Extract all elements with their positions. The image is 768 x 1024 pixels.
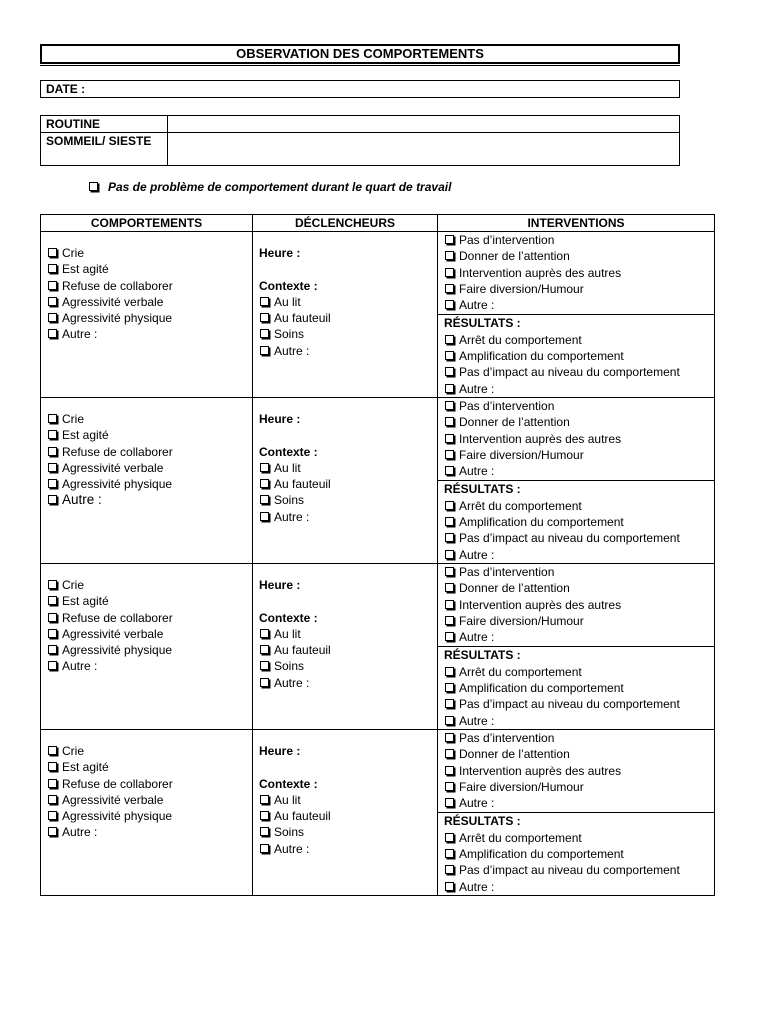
checkbox-option[interactable]	[47, 743, 252, 759]
checkbox-icon[interactable]	[445, 749, 454, 758]
checkbox-option[interactable]	[444, 664, 714, 680]
option-label: Au lit	[274, 792, 301, 807]
option-label: Autre :	[62, 327, 98, 342]
checkbox-icon[interactable]	[445, 667, 454, 676]
checkbox-option[interactable]	[47, 642, 252, 658]
checkbox-icon[interactable]	[445, 300, 454, 309]
option-label: Faire diversion/Humour	[459, 779, 584, 794]
checkbox-option[interactable]	[444, 746, 714, 762]
checkbox-option[interactable]	[444, 265, 714, 281]
checkbox-icon[interactable]	[260, 346, 269, 355]
checkbox-icon[interactable]	[48, 463, 57, 472]
interventions-cell	[438, 729, 715, 895]
option-label: Arrêt du comportement	[459, 830, 582, 845]
checkbox-option[interactable]	[47, 626, 252, 642]
checkbox-icon[interactable]	[260, 844, 269, 853]
checkbox-option[interactable]	[259, 824, 437, 840]
checkbox-icon[interactable]	[445, 235, 454, 244]
checkbox-option[interactable]	[47, 444, 252, 460]
checkbox-option[interactable]	[444, 879, 714, 895]
checkbox-icon[interactable]	[260, 479, 269, 488]
checkbox-option[interactable]	[444, 779, 714, 795]
sommeil-label: SOMMEIL/ SIESTE	[41, 133, 168, 166]
checkbox-icon[interactable]	[48, 264, 57, 273]
option-label: Amplification du comportement	[459, 681, 624, 696]
checkbox-icon[interactable]	[48, 629, 57, 638]
checkbox-option[interactable]	[444, 846, 714, 862]
checkbox-option[interactable]	[47, 792, 252, 808]
option-label: Refuse de collaborer	[62, 610, 173, 625]
option-label: Soins	[274, 327, 305, 342]
option-label: Amplification du comportement	[459, 846, 624, 861]
checkbox-option[interactable]	[444, 463, 714, 479]
option-label: Au fauteuil	[274, 477, 331, 492]
option-label: Autre :	[62, 492, 102, 508]
checkbox-option[interactable]	[47, 476, 252, 492]
checkbox-icon[interactable]	[445, 351, 454, 360]
checkbox-icon[interactable]	[48, 580, 57, 589]
checkbox-option[interactable]	[47, 411, 252, 427]
option-label: Pas d’impact au niveau du comportement	[459, 863, 680, 878]
checkbox-icon[interactable]	[445, 434, 454, 443]
checkbox-option[interactable]	[259, 310, 437, 326]
document-title: OBSERVATION DES COMPORTEMENTS	[40, 44, 680, 64]
option-label: Donner de l’attention	[459, 249, 570, 264]
checkbox-option[interactable]	[259, 841, 437, 857]
option-label: Autre :	[459, 879, 495, 894]
option-label: Soins	[274, 659, 305, 674]
checkbox-icon[interactable]	[445, 367, 454, 376]
checkbox-option[interactable]	[444, 414, 714, 430]
triggers-list	[253, 232, 437, 359]
checkbox-option[interactable]	[259, 326, 437, 342]
option-label: Refuse de collaborer	[62, 444, 173, 459]
checkbox-option[interactable]	[47, 261, 252, 277]
checkbox-option[interactable]	[259, 460, 437, 476]
checkbox-icon[interactable]	[445, 284, 454, 293]
checkbox-option[interactable]	[47, 278, 252, 294]
contexte-label: Contexte :	[259, 444, 318, 459]
checkbox-option[interactable]	[444, 514, 714, 530]
checkbox-option[interactable]	[444, 297, 714, 313]
checkbox-option[interactable]	[47, 310, 252, 326]
checkbox-option[interactable]	[444, 348, 714, 364]
checkbox-option[interactable]	[444, 381, 714, 397]
option-label: Au fauteuil	[274, 809, 331, 824]
results-list	[438, 315, 714, 396]
option-label: Est agité	[62, 428, 109, 443]
behaviors-cell	[41, 729, 253, 895]
checkbox-option[interactable]	[444, 547, 714, 563]
option-label: Donner de l’attention	[459, 415, 570, 430]
interventions-list	[438, 564, 714, 647]
checkbox-icon[interactable]	[48, 596, 57, 605]
checkbox-option[interactable]	[259, 492, 437, 508]
results-label: RÉSULTATS :	[444, 648, 521, 663]
checkbox-option[interactable]	[444, 580, 714, 596]
option-label: Autre :	[459, 381, 495, 396]
checkbox-icon[interactable]	[260, 495, 269, 504]
checkbox-option[interactable]	[47, 577, 252, 593]
option-label: Autre :	[459, 796, 495, 811]
checkbox-option[interactable]	[259, 476, 437, 492]
checkbox-icon[interactable]	[445, 683, 454, 692]
option-label: Autre :	[62, 659, 98, 674]
triggers-cell	[253, 397, 438, 563]
option-label: Crie	[62, 411, 85, 426]
option-label: Agressivité verbale	[62, 792, 164, 807]
checkbox-icon[interactable]	[48, 281, 57, 290]
checkbox-icon[interactable]	[445, 517, 454, 526]
behaviors-list	[41, 564, 252, 675]
checkbox-icon[interactable]	[445, 450, 454, 459]
checkbox-option[interactable]	[444, 498, 714, 514]
checkbox-icon[interactable]	[445, 417, 454, 426]
checkbox-icon[interactable]	[48, 661, 57, 670]
sommeil-field[interactable]	[168, 133, 680, 166]
triggers-list	[253, 564, 437, 691]
checkbox-option[interactable]	[259, 642, 437, 658]
checkbox-icon[interactable]	[260, 827, 269, 836]
option-label: Crie	[62, 743, 85, 758]
option-label: Autre :	[459, 464, 495, 479]
checkbox-option[interactable]	[47, 776, 252, 792]
checkbox-option[interactable]	[259, 343, 437, 359]
checkbox-option[interactable]	[47, 460, 252, 476]
checkbox-icon[interactable]	[260, 329, 269, 338]
option-label: Crie	[62, 246, 85, 260]
checkbox-option[interactable]	[444, 431, 714, 447]
checkbox-option[interactable]	[259, 294, 437, 310]
routine-field[interactable]	[168, 116, 680, 133]
checkbox-icon[interactable]	[445, 865, 454, 874]
option-label: Intervention auprès des autres	[459, 597, 622, 612]
results-label: RÉSULTATS :	[444, 814, 521, 829]
option-label: Pas d’intervention	[459, 398, 555, 413]
option-label: Arrêt du comportement	[459, 498, 582, 513]
behaviors-list	[41, 232, 252, 343]
checkbox-icon[interactable]	[48, 613, 57, 622]
results-label: RÉSULTATS :	[444, 482, 521, 497]
checkbox-icon[interactable]	[260, 512, 269, 521]
behaviors-cell	[41, 232, 253, 398]
option-label: Au fauteuil	[274, 643, 331, 658]
checkbox-icon[interactable]	[445, 466, 454, 475]
checkbox-icon[interactable]	[445, 849, 454, 858]
triggers-list	[253, 398, 437, 525]
checkbox-icon[interactable]	[260, 297, 269, 306]
option-label: Donner de l’attention	[459, 747, 570, 762]
option-label: Autre :	[62, 825, 98, 840]
checkbox-icon[interactable]	[445, 268, 454, 277]
checkbox-option[interactable]	[47, 245, 252, 261]
option-label: Donner de l’attention	[459, 581, 570, 596]
checkbox-option[interactable]	[47, 759, 252, 775]
interventions-cell	[438, 563, 715, 729]
checkbox-option[interactable]	[259, 792, 437, 808]
option-label: Pas d’intervention	[459, 730, 555, 745]
checkbox-icon[interactable]	[445, 733, 454, 742]
checkbox-icon[interactable]	[48, 430, 57, 439]
option-label: Agressivité verbale	[62, 626, 164, 641]
checkbox-icon[interactable]	[445, 401, 454, 410]
option-label: Autre :	[274, 509, 310, 524]
checkbox-icon[interactable]	[48, 447, 57, 456]
results-list	[438, 813, 714, 894]
date-field[interactable]: DATE :	[40, 80, 680, 98]
checkbox-icon[interactable]	[445, 782, 454, 791]
triggers-cell	[253, 232, 438, 398]
option-label: Refuse de collaborer	[62, 278, 173, 293]
checkbox-icon[interactable]	[260, 313, 269, 322]
option-label: Faire diversion/Humour	[459, 447, 584, 462]
contexte-label: Contexte :	[259, 610, 318, 625]
checkbox-icon[interactable]	[48, 746, 57, 755]
checkbox-option[interactable]	[444, 763, 714, 779]
option-label: Soins	[274, 493, 305, 508]
checkbox-option[interactable]	[47, 593, 252, 609]
observation-block	[41, 232, 715, 398]
checkbox-icon[interactable]	[445, 533, 454, 542]
checkbox-option[interactable]	[444, 680, 714, 696]
checkbox-option[interactable]	[444, 613, 714, 629]
option-label: Autre :	[459, 713, 495, 728]
option-label: Autre :	[274, 841, 310, 856]
checkbox-option[interactable]	[47, 658, 252, 674]
checkbox-option[interactable]	[444, 629, 714, 645]
option-label: Autre :	[459, 630, 495, 645]
behaviors-list	[41, 730, 252, 841]
checkbox-icon[interactable]	[48, 329, 57, 338]
option-label: Crie	[62, 577, 85, 592]
checkbox-option[interactable]	[444, 281, 714, 297]
checkbox-icon[interactable]	[260, 811, 269, 820]
checkbox-icon[interactable]	[445, 600, 454, 609]
checkbox-icon[interactable]	[48, 779, 57, 788]
interventions-list	[438, 730, 714, 813]
checkbox-option[interactable]	[444, 597, 714, 613]
checkbox-icon[interactable]	[445, 798, 454, 807]
checkbox-icon[interactable]	[48, 479, 57, 488]
option-label: Amplification du comportement	[459, 515, 624, 530]
checkbox-option[interactable]	[444, 830, 714, 846]
option-label: Intervention auprès des autres	[459, 265, 622, 280]
checkbox-icon[interactable]	[445, 833, 454, 842]
checkbox-option[interactable]	[47, 427, 252, 443]
checkbox-icon[interactable]	[445, 882, 454, 891]
checkbox-icon[interactable]	[445, 716, 454, 725]
checkbox-option[interactable]	[444, 713, 714, 729]
no-problem-option[interactable]	[88, 180, 451, 194]
option-label: Intervention auprès des autres	[459, 763, 622, 778]
option-label: Agressivité verbale	[62, 460, 164, 475]
option-label: Pas d’impact au niveau du comportement	[459, 531, 680, 546]
interventions-cell	[438, 397, 715, 563]
option-label: Agressivité physique	[62, 809, 173, 824]
checkbox-icon[interactable]	[260, 795, 269, 804]
triggers-cell	[253, 563, 438, 729]
option-label: Au lit	[274, 460, 301, 475]
option-label: Autre :	[274, 675, 310, 690]
checkbox-icon[interactable]	[445, 766, 454, 775]
observation-block	[41, 397, 715, 563]
option-label: Pas d’intervention	[459, 564, 555, 579]
checkbox-option[interactable]	[444, 364, 714, 380]
checkbox-icon[interactable]	[260, 678, 269, 687]
observation-block	[41, 729, 715, 895]
interventions-list	[438, 232, 714, 315]
checkbox-option[interactable]	[259, 675, 437, 691]
checkbox-option[interactable]	[47, 294, 252, 310]
option-label: Refuse de collaborer	[62, 776, 173, 791]
checkbox-option[interactable]	[444, 564, 714, 580]
option-label: Autre :	[459, 298, 495, 313]
checkbox-option[interactable]	[444, 530, 714, 546]
option-label: Autre :	[459, 547, 495, 562]
checkbox-option[interactable]	[259, 509, 437, 525]
option-label: Arrêt du comportement	[459, 664, 582, 679]
checkbox-option[interactable]	[444, 795, 714, 811]
checkbox-option[interactable]	[444, 398, 714, 414]
checkbox-icon[interactable]	[48, 762, 57, 771]
behaviors-cell	[41, 563, 253, 729]
checkbox-icon[interactable]	[48, 248, 57, 257]
option-label: Pas d’impact au niveau du comportement	[459, 697, 680, 712]
option-label: Pas d’impact au niveau du comportement	[459, 365, 680, 380]
checkbox-icon[interactable]	[445, 501, 454, 510]
option-label: Est agité	[62, 262, 109, 277]
triggers-list	[253, 730, 437, 857]
checkbox-icon[interactable]	[48, 495, 57, 504]
option-label: Autre :	[274, 343, 310, 358]
checkbox-option[interactable]	[47, 824, 252, 840]
checkbox-option[interactable]	[444, 862, 714, 878]
no-problem-label: Pas de problème de comportement durant le quart de travail	[108, 180, 452, 194]
option-label: Au lit	[274, 626, 301, 641]
heure-label: Heure :	[259, 577, 301, 592]
checkbox-icon[interactable]	[48, 795, 57, 804]
option-label: Au fauteuil	[274, 311, 331, 326]
checkbox-icon[interactable]	[445, 384, 454, 393]
checkbox-icon[interactable]	[445, 550, 454, 559]
checkbox-icon[interactable]	[48, 811, 57, 820]
header-declencheurs: DÉCLENCHEURS	[253, 215, 438, 232]
checkbox-icon[interactable]	[445, 616, 454, 625]
results-list	[438, 481, 714, 562]
behaviors-cell	[41, 397, 253, 563]
checkbox-icon[interactable]	[48, 414, 57, 423]
checkbox-icon[interactable]	[260, 463, 269, 472]
checkbox-icon[interactable]	[48, 827, 57, 836]
option-label: Amplification du comportement	[459, 349, 624, 364]
checkbox-icon[interactable]	[260, 629, 269, 638]
checkbox-icon[interactable]	[445, 251, 454, 260]
option-label: Agressivité physique	[62, 311, 173, 326]
behaviors-list	[41, 398, 252, 509]
checkbox-icon[interactable]	[445, 567, 454, 576]
checkbox-icon[interactable]	[260, 661, 269, 670]
checkbox-icon[interactable]	[48, 645, 57, 654]
checkbox-option[interactable]	[47, 610, 252, 626]
checkbox-option[interactable]	[444, 696, 714, 712]
routine-label: ROUTINE	[41, 116, 168, 133]
results-label: RÉSULTATS :	[444, 316, 521, 331]
checkbox-icon[interactable]	[48, 313, 57, 322]
behavior-table	[40, 214, 715, 896]
results-list	[438, 647, 714, 728]
header-comportements: COMPORTEMENTS	[41, 215, 253, 232]
header-interventions: INTERVENTIONS	[438, 215, 715, 232]
checkbox-option[interactable]	[259, 626, 437, 642]
checkbox-option[interactable]	[47, 808, 252, 824]
heure-label: Heure :	[259, 411, 301, 426]
interventions-list	[438, 398, 714, 481]
option-label: Au lit	[274, 294, 301, 309]
option-label: Pas d’intervention	[459, 233, 555, 247]
contexte-label: Contexte :	[259, 776, 318, 791]
observation-block	[41, 563, 715, 729]
checkbox-icon[interactable]	[260, 645, 269, 654]
triggers-cell	[253, 729, 438, 895]
checkbox-option[interactable]	[259, 658, 437, 674]
option-label: Soins	[274, 825, 305, 840]
checkbox-icon[interactable]	[48, 297, 57, 306]
option-label: Est agité	[62, 760, 109, 775]
checkbox-option[interactable]	[444, 332, 714, 348]
checkbox-icon[interactable]	[445, 632, 454, 641]
contexte-label: Contexte :	[259, 278, 318, 293]
option-label: Est agité	[62, 594, 109, 609]
checkbox-option[interactable]	[444, 447, 714, 463]
option-label: Agressivité physique	[62, 477, 173, 492]
option-label: Faire diversion/Humour	[459, 613, 584, 628]
interventions-cell	[438, 232, 715, 398]
checkbox-option[interactable]	[259, 808, 437, 824]
checkbox-icon[interactable]	[89, 182, 98, 191]
checkbox-option[interactable]	[444, 232, 714, 248]
option-label: Agressivité physique	[62, 643, 173, 658]
option-label: Faire diversion/Humour	[459, 281, 584, 296]
option-label: Agressivité verbale	[62, 294, 164, 309]
heure-label: Heure :	[259, 246, 301, 260]
checkbox-option[interactable]	[444, 248, 714, 264]
checkbox-icon[interactable]	[445, 699, 454, 708]
routine-table	[40, 115, 680, 166]
checkbox-icon[interactable]	[445, 335, 454, 344]
checkbox-option[interactable]	[47, 492, 252, 508]
heure-label: Heure :	[259, 743, 301, 758]
option-label: Intervention auprès des autres	[459, 431, 622, 446]
checkbox-option[interactable]	[444, 730, 714, 746]
checkbox-icon[interactable]	[445, 583, 454, 592]
checkbox-option[interactable]	[47, 326, 252, 342]
option-label: Arrêt du comportement	[459, 332, 582, 347]
